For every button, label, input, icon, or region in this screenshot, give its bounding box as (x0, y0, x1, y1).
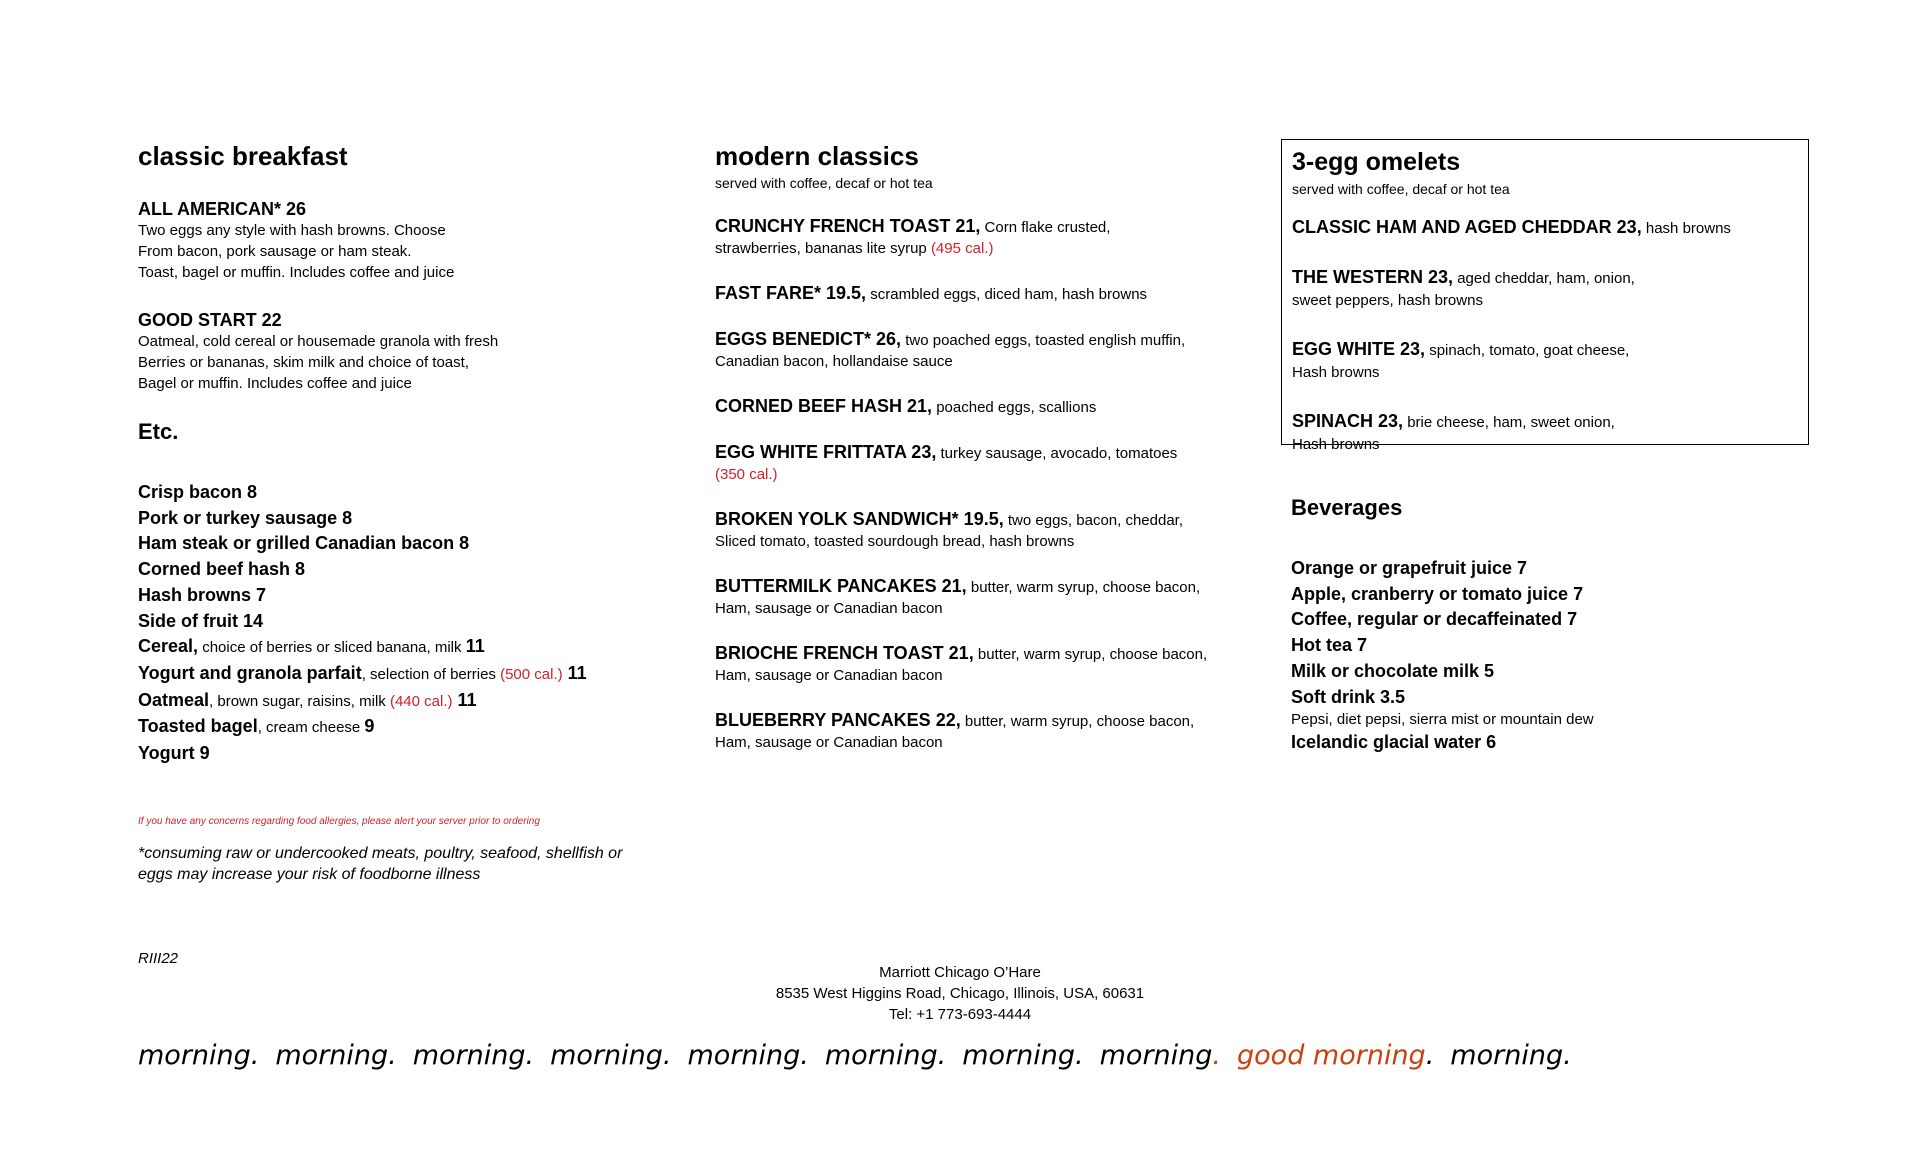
omelet-description: sweet peppers, hash browns (1292, 292, 1483, 309)
menu-item (715, 642, 1235, 686)
side-item (138, 480, 658, 506)
omelet-item (1292, 216, 1798, 240)
menu-item-line (715, 531, 1235, 552)
side-item-price: 9 (199, 743, 210, 764)
omelet-title: THE WESTERN 23, (1292, 267, 1454, 287)
side-item (138, 557, 658, 583)
classic-breakfast-title: classic breakfast (138, 141, 348, 171)
side-item (138, 506, 658, 532)
menu-item-title: GOOD START 22 (138, 310, 282, 330)
omelet-description: Hash browns (1292, 436, 1380, 453)
menu-item-title: BROKEN YOLK SANDWICH* 19.5, (715, 509, 1004, 529)
menu-item-description: butter, warm syrup, choose bacon, (966, 579, 1201, 596)
side-item-description: choice of berries or sliced banana, milk (198, 639, 466, 657)
side-item-name: Oatmeal (138, 689, 210, 710)
beverage-item: Icelandic glacial water 6 (1291, 732, 1497, 753)
beverages-list (1291, 556, 1811, 756)
side-item (138, 714, 658, 741)
beverage-item: Apple, cranberry or tomato juice 7 (1291, 583, 1584, 604)
morning-word: morning. (138, 1040, 260, 1071)
omelet-item (1292, 266, 1798, 312)
omelets-title: 3-egg omelets (1292, 148, 1461, 176)
side-item-price: 11 (562, 662, 587, 683)
side-item (138, 583, 658, 609)
etc-title: Etc. (138, 419, 179, 444)
side-item (138, 634, 658, 661)
calorie-count: (500 cal.) (500, 665, 563, 683)
omelet-description: spinach, tomato, goat cheese, (1425, 342, 1630, 359)
side-item-description: , selection of berries (361, 665, 501, 683)
menu-item-description: Ham, sausage or Canadian bacon (715, 667, 943, 684)
menu-item-line (715, 598, 1235, 619)
omelet-description: brie cheese, ham, sweet onion, (1403, 414, 1615, 431)
hotel-phone: Tel: +1 773-693-4444 (888, 1006, 1032, 1023)
side-item-description: , brown sugar, raisins, milk (209, 692, 390, 710)
side-item-name: Cereal, (138, 636, 199, 657)
menu-item-description: poached eggs, scallions (932, 399, 1097, 416)
omelet-description: Hash browns (1292, 364, 1380, 381)
side-item-price: 11 (452, 689, 477, 710)
menu-item-title: BUTTERMILK PANCAKES 21, (715, 576, 967, 596)
morning-tagline (138, 1038, 1588, 1074)
menu-item (138, 309, 658, 394)
menu-item-description: Bagel or muffin. Includes coffee and juice (138, 375, 412, 392)
tagline-dot: . (1425, 1040, 1435, 1071)
omelet-item (1292, 338, 1798, 384)
menu-item-description: Oatmeal, cold cereal or housemade granola with fresh (138, 333, 499, 350)
menu-item-description: scrambled eggs, diced ham, hash browns (866, 286, 1148, 303)
menu-item-title: BRIOCHE FRENCH TOAST 21, (715, 643, 974, 663)
side-item-description: , cream cheese (257, 719, 365, 737)
raw-food-warning (138, 843, 658, 885)
beverage-item: Hot tea 7 (1291, 635, 1368, 656)
side-item (138, 688, 658, 715)
menu-item-line (715, 665, 1235, 686)
menu-item (715, 575, 1235, 619)
menu-item-description: Corn flake crusted, (980, 219, 1111, 236)
omelets-subtitle: served with coffee, decaf or hot tea (1292, 181, 1510, 197)
modern-classics-title: modern classics (715, 141, 919, 171)
side-item (138, 661, 658, 688)
beverages-section (1291, 494, 1811, 756)
modern-classics-subtitle: served with coffee, decaf or hot tea (715, 175, 933, 191)
calorie-count: (495 cal.) (930, 240, 994, 257)
menu-item-description: Berries or bananas, skim milk and choice of toast, (138, 354, 469, 371)
menu-item (715, 215, 1235, 259)
allergy-note: If you have any concerns regarding food allergies, please alert your server prior to ordering (138, 815, 540, 827)
beverage-item: Milk or chocolate milk 5 (1291, 660, 1495, 681)
menu-item-title: ALL AMERICAN* 26 (138, 199, 307, 219)
beverage-item: Soft drink 3.5 (1291, 686, 1406, 707)
morning-word: morning. (962, 1040, 1084, 1071)
menu-item (138, 198, 658, 283)
menu-item-description: Toast, bagel or muffin. Includes coffee and juice (138, 264, 455, 281)
menu-item-title: FAST FARE* 19.5, (715, 283, 867, 303)
side-item-name: Corned beef hash 8 (138, 559, 306, 580)
menu-item-description: Sliced tomato, toasted sourdough bread, hash browns (715, 533, 1075, 550)
omelets-box (1281, 139, 1809, 453)
side-item (138, 609, 658, 635)
side-item-name: Crisp bacon 8 (138, 482, 258, 502)
side-item-price: 11 (465, 636, 485, 657)
menu-item (715, 328, 1235, 372)
side-item-price: 9 (364, 716, 375, 737)
hotel-address: 8535 West Higgins Road, Chicago, Illinois, USA, 60631 (775, 985, 1145, 1002)
menu-item-line (715, 732, 1235, 753)
morning-word: morning. (824, 1040, 947, 1071)
side-item (138, 531, 658, 557)
menu-item-description: two poached eggs, toasted english muffin, (901, 332, 1186, 349)
side-item-name: Hash browns 7 (138, 584, 267, 605)
menu-item-title: EGG WHITE FRITTATA 23, (715, 442, 937, 462)
morning-word: morning. (550, 1040, 672, 1071)
menu-item (715, 709, 1235, 753)
hotel-address-block (0, 962, 1920, 1025)
menu-code: RIII22 (138, 950, 179, 967)
menu-item-title: CORNED BEEF HASH 21, (715, 396, 933, 416)
hotel-name: Marriott Chicago O’Hare (879, 964, 1041, 981)
side-item-name: Side of fruit 14 (138, 610, 264, 631)
menu-item-description: butter, warm syrup, choose bacon, (973, 646, 1208, 663)
menu-item-description: From bacon, pork sausage or ham steak. (138, 243, 412, 260)
menu-item-line (715, 464, 1235, 485)
modern-classics-column (715, 140, 1235, 753)
side-item-name: Pork or turkey sausage 8 (138, 507, 353, 528)
beverage-item: Coffee, regular or decaffeinated 7 (1291, 609, 1578, 630)
menu-item-description: turkey sausage, avocado, tomatoes (936, 445, 1178, 462)
calorie-count: (350 cal.) (715, 466, 778, 483)
classic-breakfast-column (138, 140, 658, 885)
menu-item-title: CRUNCHY FRENCH TOAST 21, (715, 216, 981, 236)
raw-note-line: *consuming raw or undercooked meats, poultry, seafood, shellfish or (138, 844, 623, 862)
menu-item-description: Two eggs any style with hash browns. Choose (138, 222, 446, 239)
omelet-title: EGG WHITE 23, (1292, 339, 1426, 359)
beverages-title: Beverages (1291, 495, 1403, 520)
omelet-item (1292, 410, 1798, 456)
etc-list (138, 480, 658, 767)
menu-item-description: butter, warm syrup, choose bacon, (960, 713, 1195, 730)
menu-item-line (715, 238, 1235, 259)
side-item-name: Yogurt (138, 743, 200, 764)
side-item (138, 741, 658, 767)
omelet-title: CLASSIC HAM AND AGED CHEDDAR 23, (1292, 217, 1642, 237)
menu-item (715, 508, 1235, 552)
morning-word: morning. (687, 1040, 809, 1071)
menu-item (715, 282, 1235, 305)
side-item-name: Toasted bagel (138, 716, 258, 737)
good-morning-word: good morning (1237, 1040, 1426, 1071)
menu-item-line (715, 351, 1235, 372)
calorie-count: (440 cal.) (389, 692, 453, 710)
menu-item-description: Canadian bacon, hollandaise sauce (715, 353, 953, 370)
beverage-item: Orange or grapefruit juice 7 (1291, 558, 1528, 578)
menu-item (715, 395, 1235, 418)
omelet-description: hash browns (1641, 220, 1731, 237)
menu-item (715, 441, 1235, 485)
morning-word: morning. (412, 1040, 535, 1071)
side-item-name: Yogurt and granola parfait (138, 662, 362, 683)
menu-item-title: EGGS BENEDICT* 26, (715, 329, 902, 349)
menu-item-title: BLUEBERRY PANCAKES 22, (715, 710, 961, 730)
morning-word: morning. (275, 1040, 397, 1071)
raw-note-line: eggs may increase your risk of foodborne illness (138, 865, 481, 883)
morning-word: morning (1099, 1040, 1213, 1071)
menu-item-description: two eggs, bacon, cheddar, (1003, 512, 1184, 529)
side-item-name: Ham steak or grilled Canadian bacon 8 (138, 533, 470, 554)
omelet-title: SPINACH 23, (1292, 411, 1404, 431)
menu-item-description: strawberries, bananas lite syrup (715, 240, 931, 257)
menu-item-description: Ham, sausage or Canadian bacon (715, 600, 943, 617)
soft-drink-note: Pepsi, diet pepsi, sierra mist or mountain dew (1291, 711, 1594, 729)
omelet-description: aged cheddar, ham, onion, (1453, 270, 1635, 287)
tagline-dot: . (1212, 1040, 1222, 1071)
menu-item-description: Ham, sausage or Canadian bacon (715, 734, 943, 751)
morning-word: morning. (1450, 1040, 1572, 1071)
